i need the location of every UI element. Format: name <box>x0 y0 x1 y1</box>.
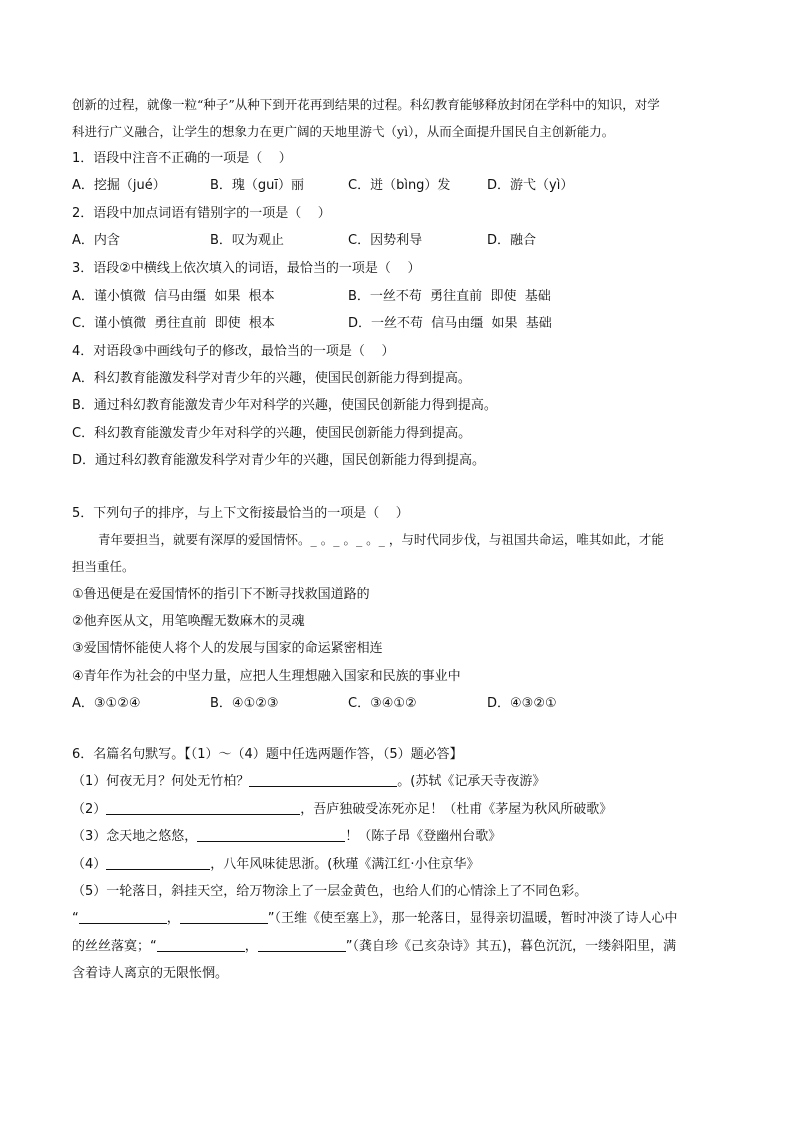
q3-option-a: A．谨小慎微 信马由缰 如果 根本 <box>72 289 275 304</box>
q5-passage-line-1: 青年要担当，就要有深厚的爱国情怀。_ 。_ 。_ 。_ ，与时代同步伐，与祖国共命运，唯其如此，才能 <box>98 532 664 547</box>
q2-stem: 2．语段中加点词语有错别字的一项是（ ） <box>72 206 331 221</box>
q6-item-5-line-2 <box>72 910 678 928</box>
intro-line-1: 创新的过程，就像一粒“种子”从种下到开花再到结果的过程。科幻教育能够释放封闭在学科中的知识，对学 <box>72 97 660 112</box>
q2-option-d: D．融合 <box>487 233 537 248</box>
q6-item-3 <box>72 828 501 846</box>
q5-sentence-2: ②他弃医从文，用笔唤醒无数麻木的灵魂 <box>72 614 305 629</box>
q5-option-c: C．③④①② <box>348 696 417 711</box>
q4-option-b: B．通过科幻教育能激发青少年对科学的兴趣，使国民创新能力得到提高。 <box>72 398 497 413</box>
q3-option-c: C．谨小慎微 勇往直前 即使 根本 <box>72 316 275 331</box>
q5-sentence-3: ③爱国情怀能使人将个人的发展与国家的命运紧密相连 <box>72 641 383 656</box>
q6-item-4-prefix: （4） <box>72 857 107 872</box>
q6-item-3-prefix: （3）念天地之悠悠， <box>72 829 198 844</box>
q6-item-2-blank[interactable] <box>106 801 300 815</box>
q6-item-5-line-3-prefix: 的丝丝落寞；“ <box>72 939 157 954</box>
q5-option-a: A．③①②④ <box>72 696 141 711</box>
q5-passage-line-2: 担当重任。 <box>72 559 135 574</box>
q5-sentence-1: ①鲁迅便是在爱国情怀的指引下不断寻找救国道路的 <box>72 587 370 602</box>
q6-item-5-comma-1: ， <box>166 911 180 926</box>
q6-item-1-blank[interactable] <box>249 773 397 787</box>
q2-option-a: A．内含 <box>72 233 120 248</box>
q6-item-5-blank-1[interactable] <box>79 910 167 924</box>
q5-option-d: D．④③②① <box>487 696 557 711</box>
q4-option-a: A．科幻教育能激发科学对青少年的兴趣，使国民创新能力得到提高。 <box>72 371 471 386</box>
q6-item-4 <box>72 856 480 874</box>
intro-line-2: 科进行广义融合，让学生的想象力在更广阔的天地里游弋（yì），从而全面提升国民自主创新能力。 <box>72 124 615 139</box>
q2-option-c: C．因势利导 <box>348 233 423 248</box>
q6-item-5-blank-4[interactable] <box>258 938 346 952</box>
q6-item-4-source: ，八年风味徒思浙。(秋瑾《满江红·小住京华》 <box>210 857 480 872</box>
q6-item-5-comma-2: ， <box>244 939 258 954</box>
q1-option-d: D．游弋（yì） <box>487 178 574 193</box>
q1-option-b: B．瑰（guī）丽 <box>210 178 305 193</box>
q6-item-5-line-3-rest: ”（龚自珍《己亥杂诗》其五)，暮色沉沉，一缕斜阳里，满 <box>345 939 677 954</box>
q6-item-5-line-3 <box>72 938 676 956</box>
q6-item-2-prefix: （2） <box>72 802 107 817</box>
q6-item-2 <box>72 801 612 819</box>
q4-stem: 4．对语段③中画线句子的修改，最恰当的一项是（ ） <box>72 344 395 359</box>
q6-item-5-intro: （5）一轮落日，斜挂天空，给万物涂上了一层金黄色，也给人们的心情涂上了不同色彩。 <box>72 884 588 899</box>
q5-option-b: B．④①②③ <box>210 696 279 711</box>
q1-option-c: C．迸（bìng）发 <box>348 178 451 193</box>
q6-item-5-line-2-rest: ”（王维《使至塞上》，那一轮落日，显得亲切温暖，暂时冲淡了诗人心中 <box>267 911 678 926</box>
q6-item-5-line-4: 含着诗人离京的无限怅惘。 <box>72 966 229 981</box>
q6-item-1 <box>72 773 545 791</box>
q1-option-a: A．挖掘（jué） <box>72 178 166 193</box>
q3-stem: 3．语段②中横线上依次填入的词语，最恰当的一项是（ ） <box>72 261 421 276</box>
q6-item-1-prefix: （1）何夜无月？何处无竹柏？ <box>72 774 250 789</box>
q1-stem: 1．语段中注音不正确的一项是（ ） <box>72 151 292 166</box>
q5-sentence-4: ④青年作为社会的中坚力量，应把人生理想融入国家和民族的事业中 <box>72 669 461 684</box>
q6-stem: 6．名篇名句默写。【（1）～（4）题中任选两题作答，（5）题必答】 <box>72 747 463 762</box>
q6-item-3-source: ！（陈子昂《登幽州台歌》 <box>345 829 502 844</box>
q6-item-5-blank-2[interactable] <box>180 910 268 924</box>
q6-item-2-source: ，吾庐独破受冻死亦足！（杜甫《茅屋为秋风所破歌》 <box>300 802 613 817</box>
q6-item-1-source: 。(苏轼《记承天寺夜游》 <box>397 774 546 789</box>
q3-option-b: B．一丝不苟 勇往直前 即使 基础 <box>348 289 551 304</box>
q2-option-b: B．叹为观止 <box>210 233 284 248</box>
q3-option-d: D．一丝不苟 信马由缰 如果 基础 <box>348 316 552 331</box>
q4-option-c: C．科幻教育能激发青少年对科学的兴趣，使国民创新能力得到提高。 <box>72 426 472 441</box>
q5-stem: 5．下列句子的排序，与上下文衔接最恰当的一项是（ ） <box>72 506 409 521</box>
q4-option-d: D．通过科幻教育能激发科学对青少年的兴趣，国民创新能力得到提高。 <box>72 453 486 468</box>
q6-item-5-blank-3[interactable] <box>157 938 245 952</box>
q6-item-5-open-quote: “ <box>72 911 79 926</box>
q6-item-3-blank[interactable] <box>197 828 345 842</box>
q6-item-4-blank[interactable] <box>106 856 210 870</box>
